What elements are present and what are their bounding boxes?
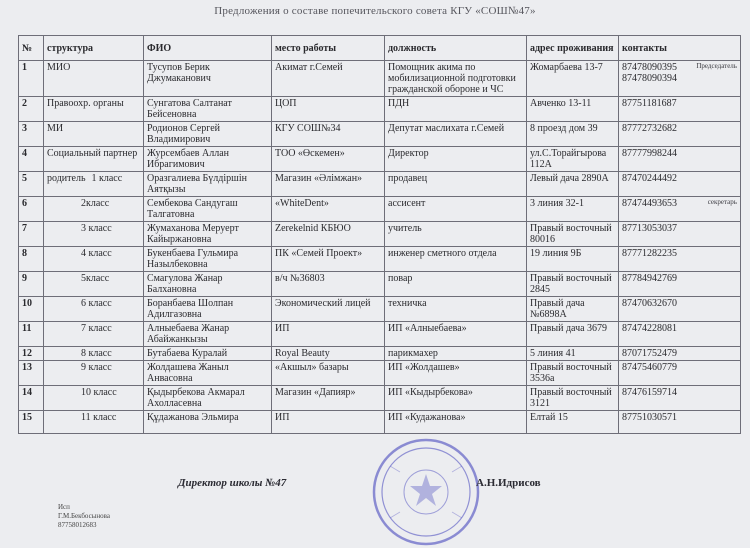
row-name: Оразгалиева Бүлдіршін Аятқызы [144,172,272,197]
header-work: место работы [272,36,385,61]
row-structure [44,411,144,434]
row-contact [619,122,741,147]
contact-phone: 87772732682 [622,123,677,134]
row-structure [44,347,144,361]
row-name: Боранбаева Шолпан Адилгазовна [144,297,272,322]
contact-phone: 87784942769 [622,273,677,284]
header-num: № [19,36,44,61]
row-address: ул.С.Торайгырова 112А [527,147,619,172]
header-structure: структура [44,36,144,61]
row-contact [619,147,741,172]
document-title: Предложения о составе попечительского совета КГУ «СОШ№47» [214,5,536,17]
row-work: в/ч №36803 [272,272,385,297]
row-contact [619,97,741,122]
row-number: 9 [19,272,44,297]
structure-label: Социальный партнер [47,148,138,159]
row-contact [619,361,741,386]
table-row [19,297,741,322]
executor-name: Г.М.Бекбосынова [58,512,110,520]
contact-phone: 87476159714 [622,387,677,398]
executor-phone: 87758012683 [58,521,97,529]
contact-phone: 87751030571 [622,412,677,423]
table-row [19,197,741,222]
table-row [19,386,741,411]
role-note: Председатель [696,62,737,70]
row-structure [44,361,144,386]
row-address: Левый дача 2890А [527,172,619,197]
row-name: Жумаханова Меруерт Кайыржановна [144,222,272,247]
contact-phone: 87713053037 [622,223,677,234]
row-address: Авченко 13-11 [527,97,619,122]
table-row [19,222,741,247]
structure-label: Правоохр. органы [47,98,124,109]
table-row [19,272,741,297]
row-position: ИП «Жолдашев» [385,361,527,386]
table-header-row [19,36,741,61]
row-address: Елтай 15 [527,411,619,434]
table-row [19,61,741,97]
row-contact [619,222,741,247]
director-name: А.Н.Идрисов [476,477,541,489]
row-number: 5 [19,172,44,197]
row-contact [619,347,741,361]
row-work: Акимат г.Семей [272,61,385,97]
row-name: Букенбаева Гульмира Назылбековна [144,247,272,272]
row-work: Магазин «Әлімжан» [272,172,385,197]
grade-label: 8 класс [81,348,112,359]
row-name: Бутабаева Куралай [144,347,272,361]
table-row [19,347,741,361]
director-signature-title: Директор школы №47 [178,477,287,489]
row-address: Правый восточный 3121 [527,386,619,411]
row-position: продавец [385,172,527,197]
row-contact [619,322,741,347]
table-row [19,122,741,147]
row-name: Родионов Сергей Владимирович [144,122,272,147]
row-structure [44,61,144,97]
row-contact [619,197,741,222]
grade-label: 4 класс [81,248,112,259]
row-address: Правый восточный 80016 [527,222,619,247]
row-number: 8 [19,247,44,272]
header-contact: контакты [619,36,741,61]
row-number: 11 [19,322,44,347]
row-structure [44,122,144,147]
contact-phone: 87475460779 [622,362,677,373]
row-structure [44,297,144,322]
row-position: инженер сметного отдела [385,247,527,272]
contact-phone: 87474228081 [622,323,677,334]
grade-label: 5класс [81,273,110,284]
header-position: должность [385,36,527,61]
row-contact [619,247,741,272]
row-address: 19 линия 9Б [527,247,619,272]
executor-label: Исп [58,503,70,511]
row-name: Қыдырбекова Акмарал Ахолласевна [144,386,272,411]
row-work: КГУ СОШ№34 [272,122,385,147]
grade-label: 7 класс [81,323,112,334]
row-position: Депутат маслихата г.Семей [385,122,527,147]
row-number: 1 [19,61,44,97]
row-name: Сембекова Сандугаш Талгатовна [144,197,272,222]
row-structure [44,322,144,347]
grade-label: 11 класс [81,412,117,423]
row-name: Жолдашева Жаныл Анвасовна [144,361,272,386]
trustee-table [18,35,741,434]
row-work: «WhiteDent» [272,197,385,222]
table-row [19,97,741,122]
grade-label: 6 класс [81,298,112,309]
row-work: Магазин «Дапияр» [272,386,385,411]
row-position: ИП «Алныебаева» [385,322,527,347]
row-structure [44,97,144,122]
row-address: Правый восточный 3536а [527,361,619,386]
row-number: 3 [19,122,44,147]
grade-label: 9 класс [81,362,112,373]
contact-phone: 87777998244 [622,148,677,159]
row-position: Директор [385,147,527,172]
row-work: ИП [272,411,385,434]
row-number: 4 [19,147,44,172]
row-number: 2 [19,97,44,122]
row-contact [619,411,741,434]
executor-note [58,503,110,530]
row-position: ассисент [385,197,527,222]
grade-label: 10 класс [81,387,117,398]
row-position: ИП «Кудажанова» [385,411,527,434]
row-number: 12 [19,347,44,361]
row-work: Экономический лицей [272,297,385,322]
row-position: парикмахер [385,347,527,361]
row-position: учитель [385,222,527,247]
structure-label: МИ [47,123,64,134]
header-name: ФИО [144,36,272,61]
row-structure [44,197,144,222]
row-name: Сунгатова Салтанат Бейсеновна [144,97,272,122]
row-position: техничка [385,297,527,322]
row-contact [619,172,741,197]
row-address: 3 линия 32-1 [527,197,619,222]
row-address: Правый дача 3679 [527,322,619,347]
contact-phone: 87751181687 [622,98,677,109]
row-structure [44,247,144,272]
table-row [19,411,741,434]
row-work: ЦОП [272,97,385,122]
row-structure [44,147,144,172]
school-seal [370,436,482,548]
row-address: Правый дача №6898А [527,297,619,322]
row-name: Смагулова Жанар Балхановна [144,272,272,297]
role-note: секретарь [707,198,737,206]
contact-phone: 87470244492 [622,173,677,184]
row-number: 7 [19,222,44,247]
row-structure [44,386,144,411]
row-number: 10 [19,297,44,322]
grade-label: 2класс [81,198,110,209]
row-work: ПК «Семей Проект» [272,247,385,272]
row-address: 8 проезд дом 39 [527,122,619,147]
grade-label: 1 класс [91,173,123,184]
contact-phone: 87071752479 [622,348,677,359]
row-structure [44,272,144,297]
row-number: 14 [19,386,44,411]
row-position: ИП «Кыдырбекова» [385,386,527,411]
table-row [19,147,741,172]
row-structure [44,172,144,197]
contact-phone: 87470632670 [622,298,677,309]
row-position: ПДН [385,97,527,122]
table-row [19,322,741,347]
row-work: Royal Beauty [272,347,385,361]
row-contact [619,386,741,411]
row-work: «Акшыл» базары [272,361,385,386]
structure-label: МИО [47,62,71,73]
row-name: Журсембаев Аллан Ибрагимович [144,147,272,172]
header-address: адрес проживания [527,36,619,61]
row-position: повар [385,272,527,297]
row-work: ТОО «Өскемен» [272,147,385,172]
row-number: 13 [19,361,44,386]
grade-label: 3 класс [81,223,112,234]
contact-phone: 87474493653 [622,198,677,209]
row-name: Тусупов Берик Джумаканович [144,61,272,97]
row-structure [44,222,144,247]
table-row [19,361,741,386]
row-name: Құдажанова Эльмира [144,411,272,434]
table-row [19,247,741,272]
table-row [19,172,741,197]
row-contact [619,272,741,297]
row-name: Алныебаева Жанар Абайжанкызы [144,322,272,347]
row-work: ИП [272,322,385,347]
row-work: Zerekelnid КБЮО [272,222,385,247]
row-address: Правый восточный 2845 [527,272,619,297]
row-contact [619,297,741,322]
row-number: 15 [19,411,44,434]
row-position: Помощник акима по мобилизационной подготовки гражданской обороне и ЧС [385,61,527,97]
structure-label: родитель [47,173,86,184]
row-address: 5 линия 41 [527,347,619,361]
contact-phone: 87771282235 [622,248,677,259]
row-contact [619,61,741,97]
row-number: 6 [19,197,44,222]
contact-phone: 87478090395 87478090394 [622,62,677,84]
row-address: Жомарбаева 13-7 [527,61,619,97]
